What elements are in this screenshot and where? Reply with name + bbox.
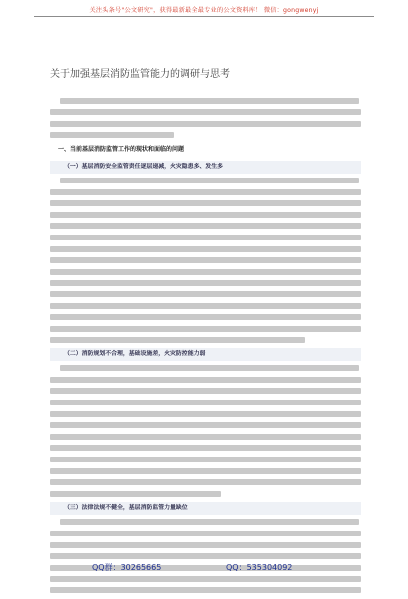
text-line — [50, 576, 361, 582]
text-line — [50, 468, 361, 474]
text-line — [50, 457, 361, 463]
text-line — [50, 269, 361, 275]
subsection-heading: （一）基层消防安全监管责任逐层递减，火灾隐患多、发生多 — [50, 161, 361, 174]
text-line — [50, 121, 361, 127]
text-line — [50, 132, 174, 138]
text-line — [60, 365, 359, 371]
qq-group-number: QQ群：30265665 — [92, 563, 162, 572]
text-line — [50, 337, 305, 343]
text-line — [50, 189, 361, 195]
section-heading: 一、当前基层消防监管工作的现状和面临的问题 — [58, 145, 185, 153]
text-line — [50, 200, 361, 206]
text-line — [50, 388, 361, 394]
text-line — [60, 98, 359, 104]
text-line — [50, 235, 361, 241]
text-line — [50, 400, 361, 406]
text-line — [50, 587, 361, 593]
document-title: 关于加强基层消防监管能力的调研与思考 — [50, 69, 230, 80]
text-line — [60, 519, 359, 525]
text-line — [50, 531, 361, 537]
text-line — [50, 314, 361, 320]
promo-banner: 关注头条号"公文研究"，获得最新最全最专业的公文资料库！ 微信：gongwenyj — [89, 7, 319, 14]
text-line — [50, 109, 361, 115]
text-line — [50, 326, 361, 332]
text-line — [50, 246, 361, 252]
text-line — [50, 212, 361, 218]
text-line — [50, 434, 361, 440]
text-line — [50, 257, 361, 263]
text-line — [50, 291, 361, 297]
subsection-heading: （三）法律法规不健全，基层消防监管力量缺位 — [50, 502, 361, 515]
banner-divider — [34, 16, 374, 17]
qq-number: QQ：535304092 — [226, 563, 293, 572]
text-line — [50, 491, 221, 497]
subsection-heading: （二）消防规划不合理，基础设施差，火灾防控能力弱 — [50, 348, 361, 361]
text-line — [60, 178, 359, 184]
text-line — [50, 377, 361, 383]
text-line — [50, 553, 361, 559]
text-line — [50, 303, 361, 309]
text-line — [50, 280, 361, 286]
text-line — [50, 445, 361, 451]
document-body — [50, 98, 361, 599]
text-line — [50, 422, 361, 428]
text-line — [50, 223, 361, 229]
text-line — [50, 479, 361, 485]
text-line — [50, 542, 361, 548]
text-line — [50, 411, 361, 417]
